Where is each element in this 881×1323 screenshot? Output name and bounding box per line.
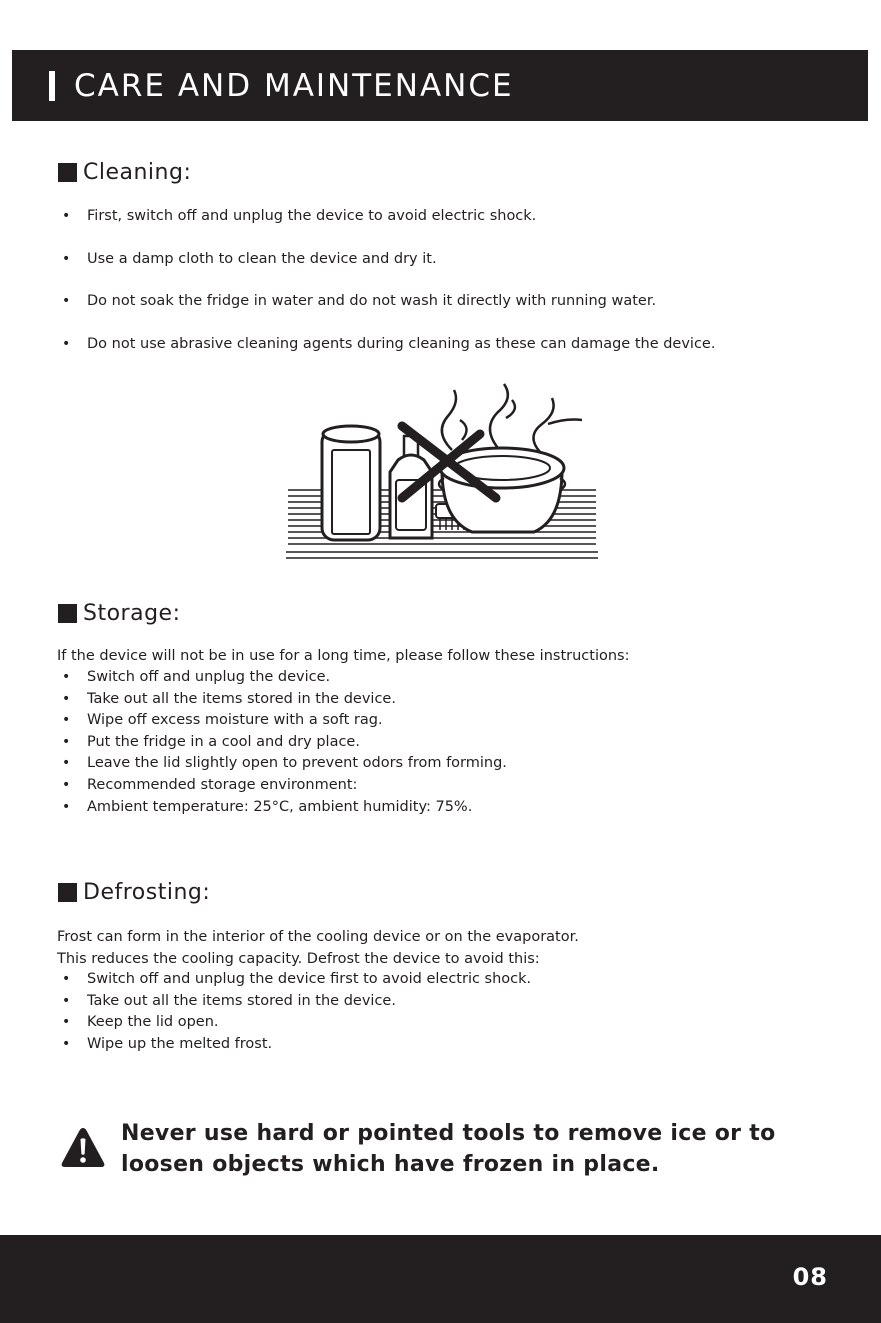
cleaning-heading (58, 157, 191, 187)
list-item-text: Use a damp cloth to clean the device and dry it. (87, 250, 437, 267)
list-item-text: Keep the lid open. (87, 1014, 219, 1031)
list-item-text: Take out all the items stored in the device. (87, 992, 396, 1009)
defrosting-intro-line: This reduces the cooling capacity. Defrost the device to avoid this: (57, 950, 540, 967)
header-accent-bar (49, 71, 55, 101)
list-item (60, 246, 715, 289)
defrosting-intro-line: Frost can form in the interior of the cooling device or on the evaporator. (57, 929, 579, 945)
list-item-text: Ambient temperature: 25°C, ambient humidity: 75%. (87, 798, 473, 815)
cleaning-list (60, 203, 715, 374)
defrosting-intro (57, 927, 579, 970)
list-item (60, 689, 507, 711)
page-title: CARE AND MAINTENANCE (74, 68, 514, 104)
list-item (60, 775, 507, 797)
warning-message (121, 1118, 776, 1180)
list-item-text: Do not use abrasive cleaning agents during cleaning as these can damage the device. (87, 336, 716, 353)
storage-heading (58, 598, 181, 628)
page-number: 08 (792, 1263, 828, 1291)
footer-bar (0, 1235, 881, 1323)
list-item-text: First, switch off and unplug the device to avoid electric shock. (87, 208, 537, 224)
defrosting-heading (58, 877, 210, 907)
defrosting-list (60, 969, 531, 1055)
list-item (60, 331, 715, 374)
list-item (60, 991, 531, 1013)
list-item-text: Recommended storage environment: (87, 776, 358, 793)
list-item-text: Put the fridge in a cool and dry place. (87, 733, 360, 750)
bullet-icon: • (62, 712, 71, 729)
warning-triangle-icon (60, 1126, 106, 1169)
list-item (60, 1034, 531, 1056)
list-item (60, 710, 507, 732)
list-item-text: Switch off and unplug the device. (87, 669, 331, 685)
bullet-icon: • (62, 992, 71, 1009)
list-item (60, 969, 531, 991)
bullet-icon: • (62, 336, 71, 353)
cleaning-heading-text: Cleaning: (83, 159, 192, 185)
bullet-icon: • (62, 798, 71, 815)
list-item (60, 1012, 531, 1034)
list-item-text: Take out all the items stored in the device. (87, 690, 396, 707)
list-item (60, 667, 507, 689)
list-item-text: Leave the lid slightly open to prevent odors from forming. (87, 755, 507, 772)
list-item-text: Do not soak the fridge in water and do not wash it directly with running water. (87, 293, 657, 310)
header-bar (12, 50, 868, 121)
heading-square-icon (58, 163, 77, 182)
cup-icon (322, 426, 380, 540)
bullet-icon: • (62, 776, 71, 793)
storage-intro: If the device will not be in use for a long time, please follow these instructions: (57, 648, 630, 664)
list-item (60, 288, 715, 331)
list-item-text: Switch off and unplug the device first to avoid electric shock. (87, 971, 532, 987)
bullet-icon: • (62, 208, 71, 224)
list-item (60, 753, 507, 775)
bullet-icon: • (62, 690, 71, 707)
heading-square-icon (58, 883, 77, 902)
list-item-text: Wipe off excess moisture with a soft rag. (87, 712, 383, 729)
storage-heading-text: Storage: (83, 600, 181, 626)
list-item (60, 797, 507, 819)
defrosting-heading-text: Defrosting: (83, 879, 211, 905)
storage-list (60, 667, 507, 818)
heading-square-icon (58, 604, 77, 623)
bullet-icon: • (62, 293, 71, 310)
bullet-icon: • (62, 1014, 71, 1031)
list-item (60, 203, 715, 246)
bullet-icon: • (62, 1035, 71, 1052)
warning-line: Never use hard or pointed tools to remove ice or to (121, 1121, 776, 1146)
bullet-icon: • (62, 250, 71, 267)
pot-icon (439, 448, 565, 532)
steam-icon (442, 384, 582, 452)
bullet-icon: • (62, 733, 71, 750)
bullet-icon: • (62, 971, 71, 987)
warning-line: loosen objects which have frozen in place. (121, 1152, 660, 1177)
list-item (60, 732, 507, 754)
bullet-icon: • (62, 669, 71, 685)
cleaning-illustration (284, 380, 600, 565)
list-item-text: Wipe up the melted frost. (87, 1035, 273, 1052)
bullet-icon: • (62, 755, 71, 772)
